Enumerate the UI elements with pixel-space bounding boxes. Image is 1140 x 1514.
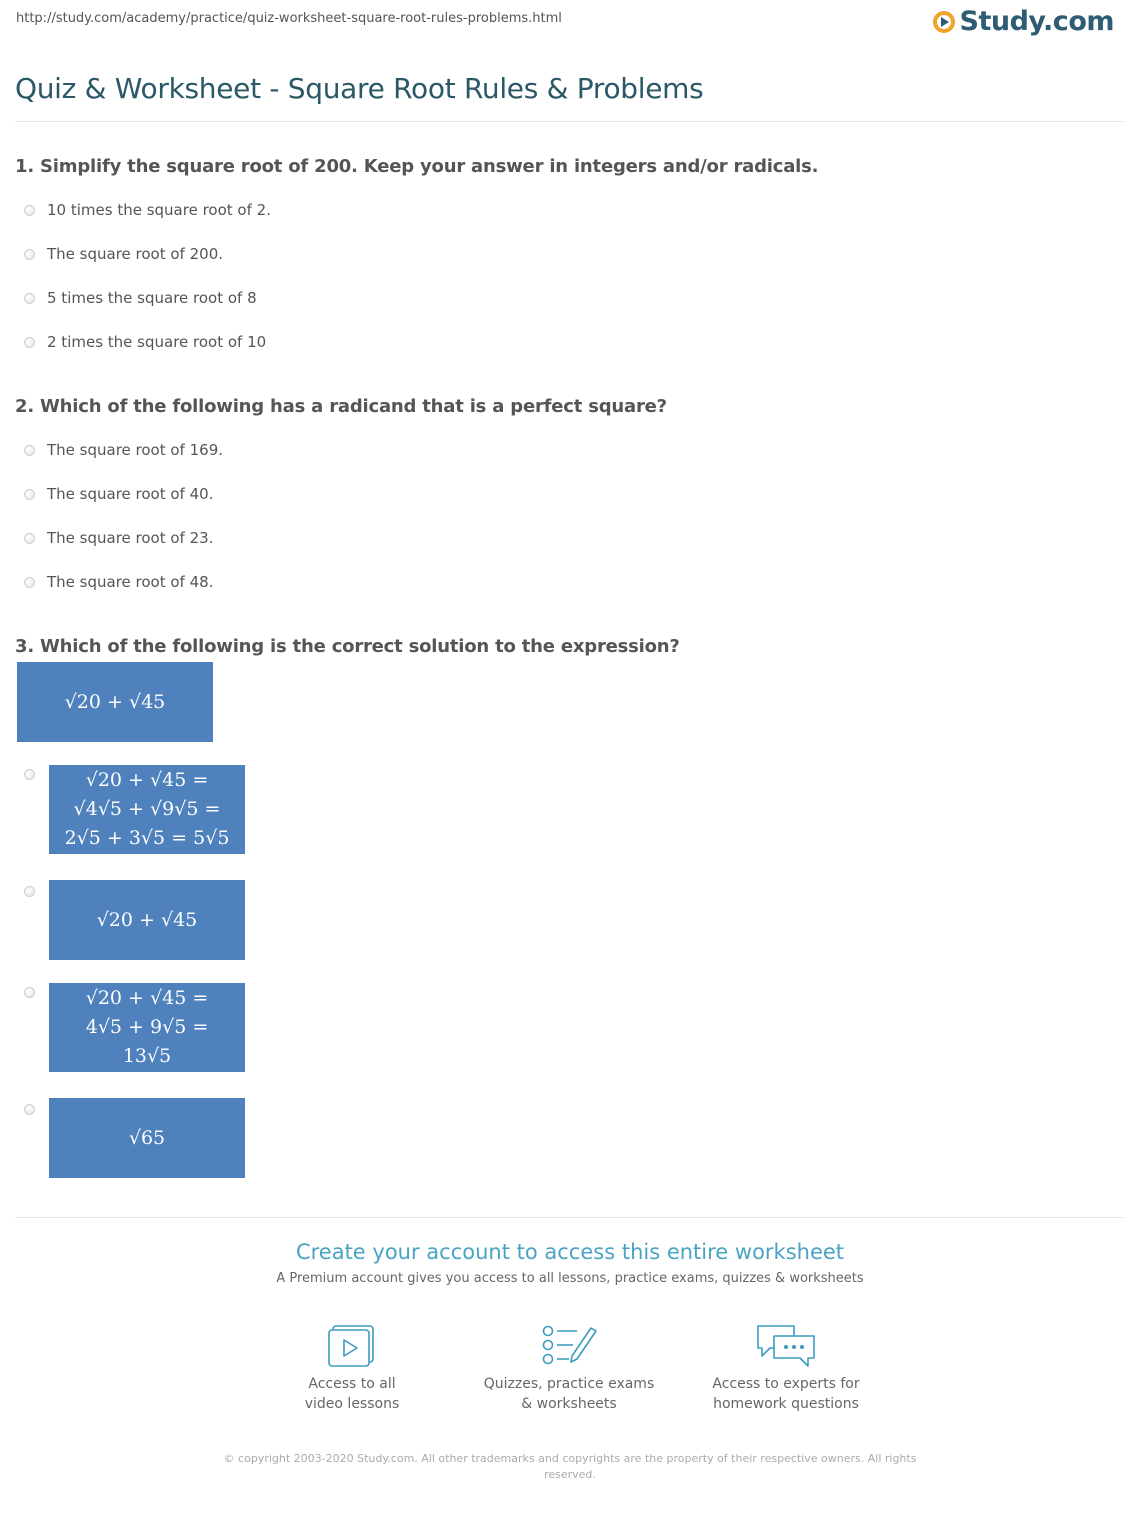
question-3-option-4-radio[interactable]	[24, 1104, 35, 1115]
option-label: The square root of 48.	[47, 573, 214, 591]
expression-text: √20 + √45	[64, 690, 166, 713]
logo-text: Study.com	[959, 6, 1114, 37]
question-3-option-3[interactable]	[49, 983, 245, 1072]
feature-quizzes	[469, 1322, 669, 1414]
question-3-option-2-radio[interactable]	[24, 886, 35, 897]
radio-button[interactable]	[24, 577, 35, 588]
option-label: The square root of 169.	[47, 441, 224, 459]
math-line: √65	[128, 1126, 166, 1149]
title-divider	[15, 121, 1124, 122]
question-1-option-4[interactable]	[24, 333, 266, 351]
question-2-option-1[interactable]	[24, 441, 223, 459]
question-2-option-4[interactable]	[24, 573, 213, 591]
feature-line: video lessons	[304, 1396, 400, 1412]
math-line: 4√5 + 9√5 =	[85, 1016, 209, 1038]
option-label: The square root of 40.	[47, 485, 214, 503]
math-line: √20 + √45 =	[85, 987, 209, 1009]
copyright: © copyright 2003-2020 Study.com. All other trademarks and copyrights are the property of their respective owners. All rights reserved.	[223, 1452, 917, 1481]
question-3-text: 3. Which of the following is the correct solution to the expression?	[15, 636, 680, 657]
radio-button[interactable]	[24, 533, 35, 544]
question-3-option-1[interactable]	[49, 765, 245, 854]
question-2-option-3[interactable]	[24, 529, 213, 547]
math-line: √20 + √45	[96, 908, 198, 931]
math-line: 13√5	[122, 1045, 172, 1067]
math-line: √4√5 + √9√5 =	[73, 798, 221, 820]
question-3-option-1-radio[interactable]	[24, 769, 35, 780]
feature-line: Access to all	[308, 1376, 396, 1392]
radio-button[interactable]	[24, 205, 35, 216]
video-lesson-icon	[325, 1322, 379, 1368]
feature-line: homework questions	[713, 1396, 859, 1412]
question-2-option-2[interactable]	[24, 485, 213, 503]
option-label: The square root of 23.	[47, 529, 214, 547]
question-3-option-2[interactable]	[49, 880, 245, 960]
question-1-text: 1. Simplify the square root of 200. Keep your answer in integers and/or radicals.	[15, 156, 819, 177]
math-line: 2√5 + 3√5 = 5√5	[64, 827, 230, 849]
quiz-checklist-icon	[539, 1322, 599, 1368]
question-1-option-1[interactable]	[24, 201, 271, 219]
option-label: 2 times the square root of 10	[47, 333, 267, 351]
math-line: √20 + √45 =	[85, 769, 209, 791]
radio-button[interactable]	[24, 445, 35, 456]
chat-bubbles-icon	[754, 1322, 818, 1368]
question-3-option-4[interactable]	[49, 1098, 245, 1178]
radio-button[interactable]	[24, 293, 35, 304]
option-label: 5 times the square root of 8	[47, 289, 257, 307]
page-url: http://study.com/academy/practice/quiz-worksheet-square-root-rules-problems.html	[16, 11, 562, 26]
radio-button[interactable]	[24, 337, 35, 348]
option-label: 10 times the square root of 2.	[47, 201, 271, 219]
radio-button[interactable]	[24, 249, 35, 260]
cta-title[interactable]: Create your account to access this entire worksheet	[295, 1240, 845, 1264]
cta-subtitle: A Premium account gives you access to all lessons, practice exams, quizzes & worksheets	[276, 1271, 864, 1286]
cta-divider	[15, 1217, 1124, 1218]
feature-line: & worksheets	[521, 1396, 617, 1412]
expression-image	[17, 662, 213, 742]
study-logo[interactable]	[933, 6, 1114, 37]
option-label: The square root of 200.	[47, 245, 224, 263]
play-logo-icon	[933, 11, 955, 33]
question-3-option-3-radio[interactable]	[24, 987, 35, 998]
question-1-option-2[interactable]	[24, 245, 223, 263]
page-title: Quiz & Worksheet - Square Root Rules & Problems	[15, 72, 704, 105]
question-1-option-3[interactable]	[24, 289, 257, 307]
radio-button[interactable]	[24, 489, 35, 500]
question-2-text: 2. Which of the following has a radicand that is a perfect square?	[15, 396, 667, 417]
feature-experts	[686, 1322, 886, 1414]
feature-line: Quizzes, practice exams	[483, 1376, 655, 1392]
feature-line: Access to experts for	[712, 1376, 860, 1392]
feature-video-lessons	[252, 1322, 452, 1414]
